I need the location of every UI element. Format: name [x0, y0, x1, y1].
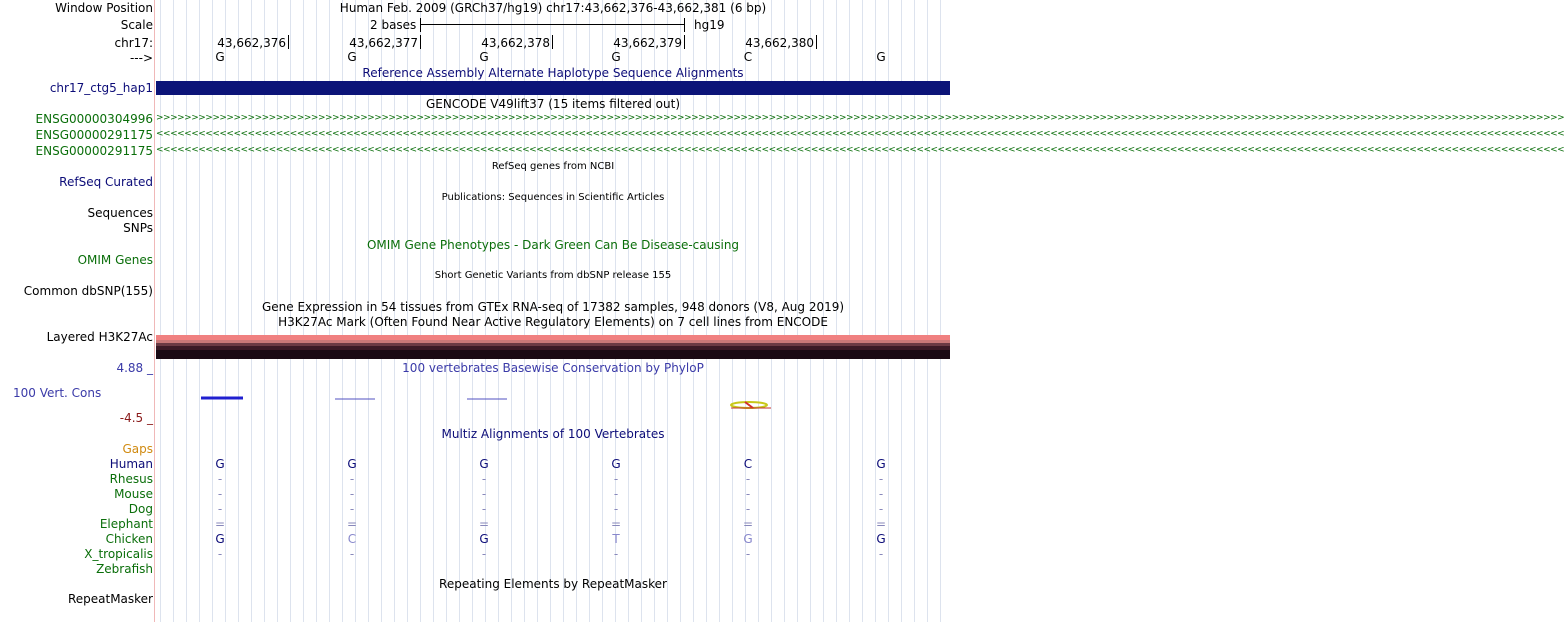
- multiz-species-label[interactable]: Dog: [128, 502, 153, 516]
- multiz-base: C: [743, 457, 753, 471]
- multiz-base: =: [214, 517, 226, 531]
- multiz-base: T: [612, 532, 620, 546]
- coord-label: 43,662,376: [217, 36, 286, 50]
- coord-label: 43,662,377: [349, 36, 418, 50]
- gencode-item-label[interactable]: ENSG00000291175: [35, 128, 153, 142]
- coord-tick: [288, 35, 289, 49]
- multiz-base: -: [613, 472, 619, 486]
- multiz-base: -: [481, 472, 487, 486]
- multiz-base: -: [481, 487, 487, 501]
- gencode-gene-line[interactable]: >>>>>>>>>>>>>>>>>>>>>>>>>>>>>>>>>>>>>>>>>>>>>>>>>>>>>>>>>>>>>>>>>>>>>>>>>>>>>>>>>>>>>>>>>>>>>>>>>>>>>>>>>>>>>>>>>>>>>>>>>>>>>>>>>>>>>>>>>>>>>>>>>>>>>>>>>>>>>>>>>>>>>>>>>>>>>>>>>>>>>>>>>>>>>>>>>>>>>>>>: [156, 113, 1564, 123]
- dna-base: G: [347, 50, 357, 64]
- pubs-sequences-label[interactable]: Sequences: [87, 206, 153, 220]
- multiz-base: =: [610, 517, 622, 531]
- h3k27ac-label[interactable]: Layered H3K27Ac: [46, 330, 153, 344]
- multiz-base: =: [742, 517, 754, 531]
- multiz-base: G: [876, 457, 886, 471]
- phylop-max: 4.88 _: [116, 361, 153, 375]
- omim-label[interactable]: OMIM Genes: [77, 253, 153, 267]
- pubs-snps-label[interactable]: SNPs: [123, 221, 153, 235]
- multiz-base: -: [349, 502, 355, 516]
- phylop-label[interactable]: 100 Vert. Cons: [13, 386, 102, 400]
- alt-haplo-bar[interactable]: [156, 81, 950, 95]
- rmsk-label[interactable]: RepeatMasker: [67, 592, 153, 606]
- phylop-min: -4.5 _: [119, 411, 153, 425]
- window-position-value[interactable]: Human Feb. 2009 (GRCh37/hg19) chr17:43,662,376-43,662,381 (6 bp): [339, 1, 767, 15]
- scale-db: hg19: [694, 18, 725, 32]
- dna-base: C: [743, 50, 753, 64]
- gencode-gene-line[interactable]: <<<<<<<<<<<<<<<<<<<<<<<<<<<<<<<<<<<<<<<<<<<<<<<<<<<<<<<<<<<<<<<<<<<<<<<<<<<<<<<<<<<<<<<<<<<<<<<<<<<<<<<<<<<<<<<<<<<<<<<<<<<<<<<<<<<<<<<<<<<<<<<<<<<<<<<<<<<<<<<<<<<<<<<<<<<<<<<<<<<<<<<<<<<<<<<<<<<<<<<<: [156, 129, 1564, 139]
- multiz-base: -: [217, 502, 223, 516]
- multiz-base: =: [478, 517, 490, 531]
- h3k27ac-title[interactable]: H3K27Ac Mark (Often Found Near Active Regulatory Elements) on 7 cell lines from ENCODE: [278, 315, 828, 329]
- multiz-base: -: [878, 547, 884, 561]
- multiz-species-label[interactable]: Chicken: [105, 532, 153, 546]
- dna-base: G: [479, 50, 489, 64]
- h3k27ac-signal[interactable]: [156, 335, 950, 359]
- gtex-title[interactable]: Gene Expression in 54 tissues from GTEx RNA-seq of 17382 samples, 948 donors (V8, Aug 2019): [261, 300, 845, 314]
- multiz-base: C: [347, 532, 357, 546]
- multiz-base: G: [479, 532, 489, 546]
- multiz-base: -: [878, 487, 884, 501]
- dbsnp-label[interactable]: Common dbSNP(155): [23, 284, 153, 298]
- strand-label: --->: [129, 51, 153, 65]
- alt-haplo-title[interactable]: Reference Assembly Alternate Haplotype Sequence Alignments: [362, 66, 744, 80]
- refseq-label[interactable]: RefSeq Curated: [59, 175, 153, 189]
- multiz-base: -: [613, 502, 619, 516]
- gencode-title[interactable]: GENCODE V49lift37 (15 items filtered out): [425, 97, 680, 111]
- multiz-base: -: [878, 502, 884, 516]
- dbsnp-title[interactable]: Short Genetic Variants from dbSNP release 155: [434, 270, 672, 281]
- multiz-species-label[interactable]: X_tropicalis: [84, 547, 153, 561]
- chrom-label: chr17:: [114, 36, 153, 50]
- multiz-species-label[interactable]: Rhesus: [109, 472, 153, 486]
- scale-bar: [420, 18, 685, 32]
- multiz-species-label[interactable]: Human: [109, 457, 153, 471]
- coord-tick: [420, 35, 421, 49]
- scale-label: Scale: [120, 18, 153, 32]
- dna-base: G: [215, 50, 225, 64]
- multiz-base: =: [875, 517, 887, 531]
- coord-label: 43,662,378: [481, 36, 550, 50]
- multiz-base: -: [217, 472, 223, 486]
- pubs-title[interactable]: Publications: Sequences in Scientific Articles: [441, 192, 665, 203]
- multiz-base: G: [215, 457, 225, 471]
- label-divider: [154, 0, 155, 622]
- multiz-base: =: [346, 517, 358, 531]
- dna-base: G: [611, 50, 621, 64]
- coord-tick: [684, 35, 685, 49]
- multiz-base: -: [745, 502, 751, 516]
- window-position-label: Window Position: [55, 1, 153, 15]
- multiz-base: -: [745, 547, 751, 561]
- multiz-base: -: [481, 502, 487, 516]
- multiz-base: G: [611, 457, 621, 471]
- gencode-item-label[interactable]: ENSG00000304996: [35, 112, 153, 126]
- refseq-title[interactable]: RefSeq genes from NCBI: [491, 161, 615, 172]
- multiz-species-label[interactable]: Mouse: [114, 487, 153, 501]
- multiz-base: G: [215, 532, 225, 546]
- multiz-species-label[interactable]: Zebrafish: [96, 562, 153, 576]
- scale-text: 2 bases: [370, 18, 417, 32]
- multiz-base: -: [613, 487, 619, 501]
- coord-tick: [816, 35, 817, 49]
- multiz-species-label[interactable]: Elephant: [99, 517, 153, 531]
- dna-base: G: [876, 50, 886, 64]
- coord-tick: [552, 35, 553, 49]
- multiz-title[interactable]: Multiz Alignments of 100 Vertebrates: [441, 427, 665, 441]
- multiz-base: -: [878, 472, 884, 486]
- multiz-base: -: [217, 547, 223, 561]
- multiz-base: G: [876, 532, 886, 546]
- multiz-gaps-label: Gaps: [122, 442, 153, 456]
- multiz-base: -: [349, 547, 355, 561]
- omim-title[interactable]: OMIM Gene Phenotypes - Dark Green Can Be Disease-causing: [366, 238, 740, 252]
- multiz-base: -: [481, 547, 487, 561]
- multiz-base: G: [479, 457, 489, 471]
- multiz-base: G: [347, 457, 357, 471]
- alt-haplo-label[interactable]: chr17_ctg5_hap1: [49, 81, 153, 95]
- multiz-base: -: [745, 472, 751, 486]
- multiz-base: -: [613, 547, 619, 561]
- multiz-base: -: [349, 487, 355, 501]
- phylop-graph[interactable]: [155, 390, 950, 414]
- phylop-title[interactable]: 100 vertebrates Basewise Conservation by PhyloP: [402, 361, 704, 375]
- gencode-gene-line[interactable]: <<<<<<<<<<<<<<<<<<<<<<<<<<<<<<<<<<<<<<<<<<<<<<<<<<<<<<<<<<<<<<<<<<<<<<<<<<<<<<<<<<<<<<<<<<<<<<<<<<<<<<<<<<<<<<<<<<<<<<<<<<<<<<<<<<<<<<<<<<<<<<<<<<<<<<<<<<<<<<<<<<<<<<<<<<<<<<<<<<<<<<<<<<<<<<<<<<<<<<<<: [156, 145, 1564, 155]
- multiz-base: -: [349, 472, 355, 486]
- multiz-base: -: [217, 487, 223, 501]
- multiz-base: -: [745, 487, 751, 501]
- multiz-base: G: [743, 532, 753, 546]
- coord-label: 43,662,379: [613, 36, 682, 50]
- rmsk-title[interactable]: Repeating Elements by RepeatMasker: [439, 577, 667, 591]
- coord-label: 43,662,380: [745, 36, 814, 50]
- gencode-item-label[interactable]: ENSG00000291175: [35, 144, 153, 158]
